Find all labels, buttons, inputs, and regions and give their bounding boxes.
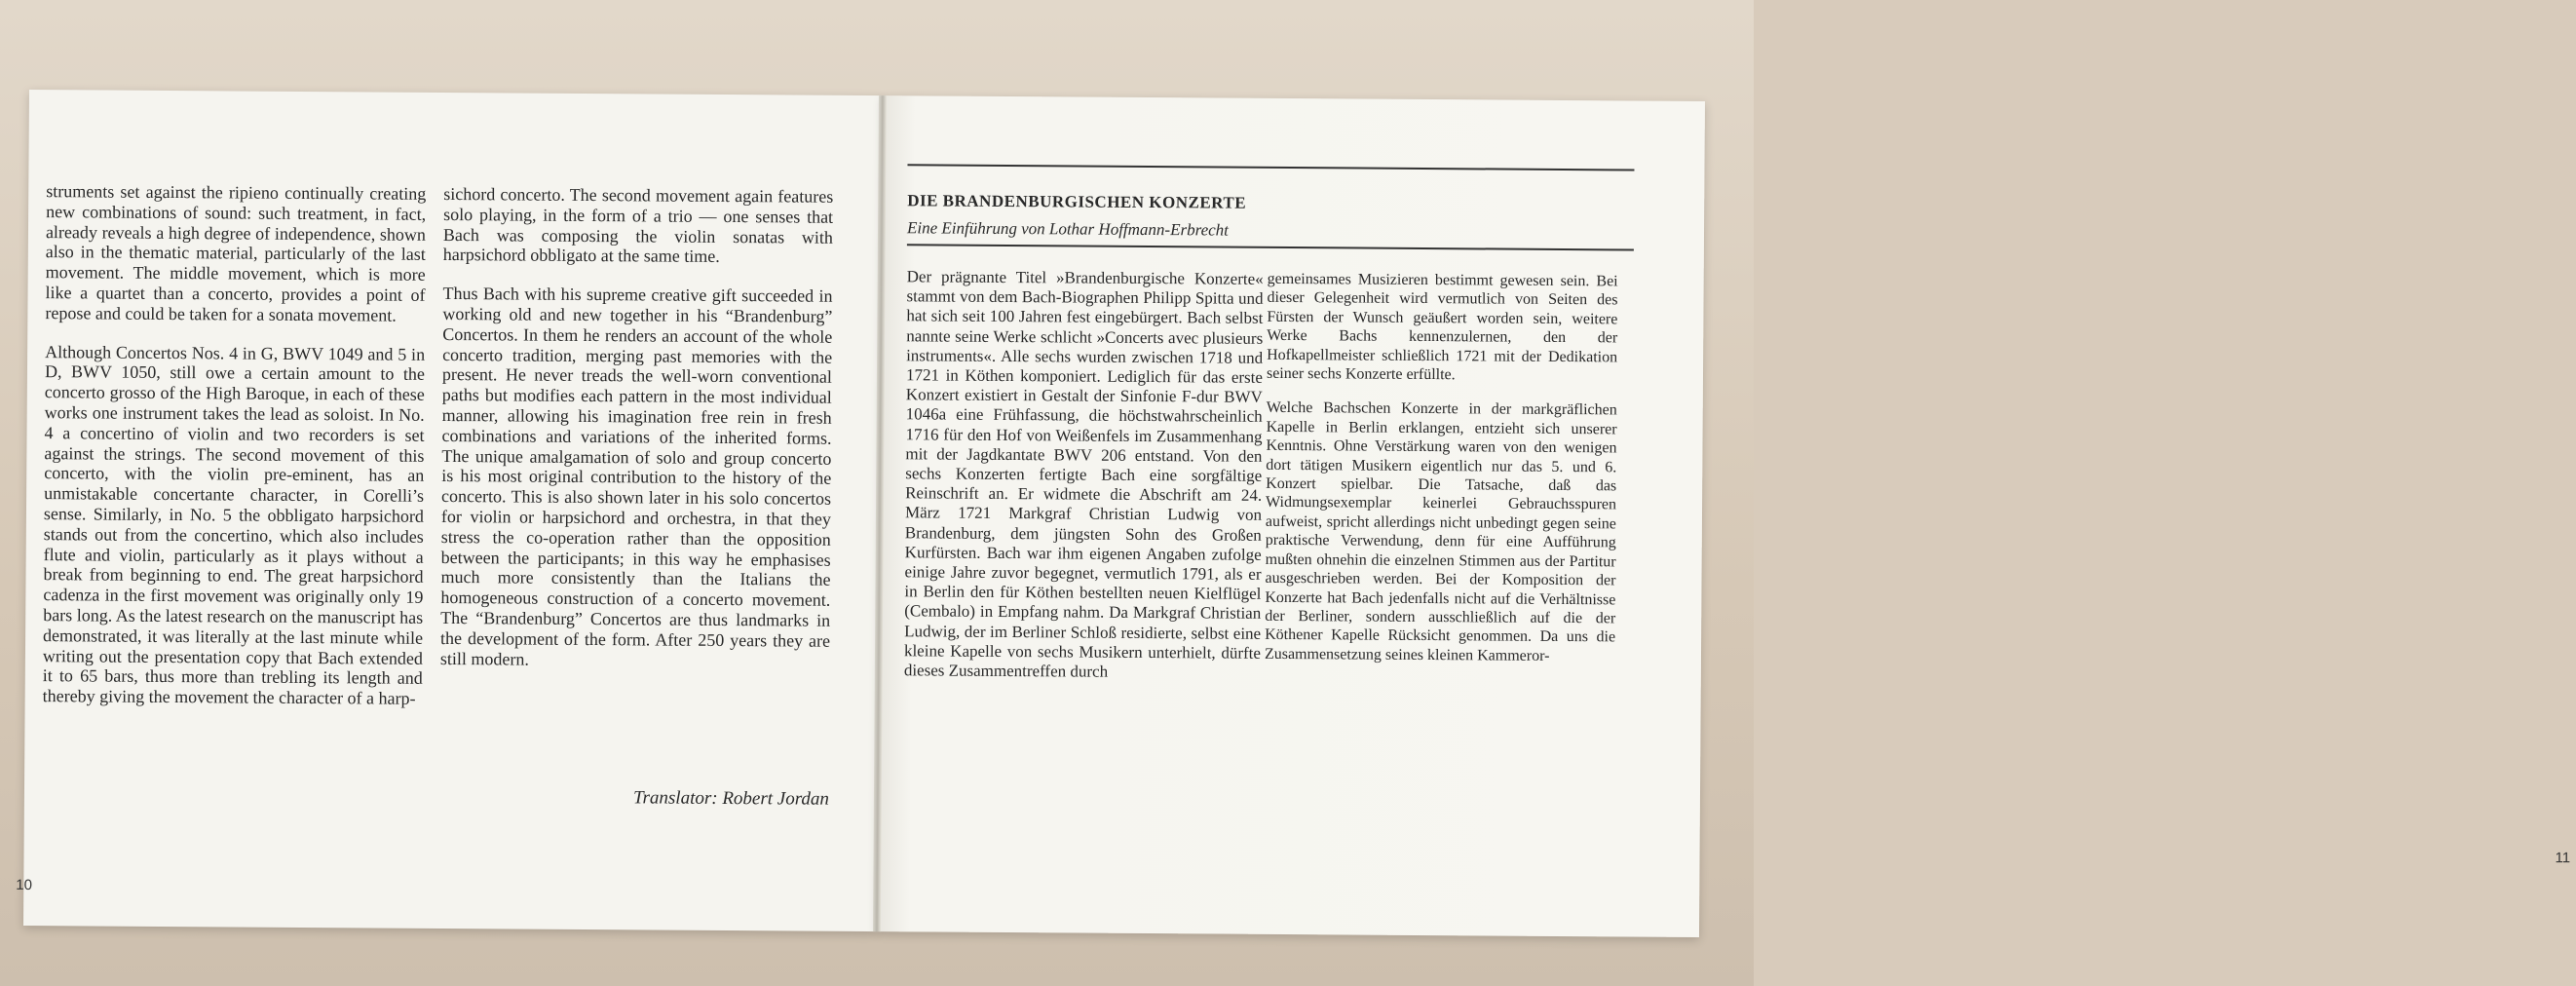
divider-rule — [907, 244, 1634, 250]
right-column-1 — [904, 267, 1264, 683]
paragraph: struments set against the ripieno continually creating new combinations of sound: such treatment, in fact, already reveals a high degree of independence, shown also in the thematic material, particularly of the last movement. The middle movement, which is more like a quartet than a concerto, provides a point of repose and could be taken for a sonata movement. — [45, 181, 427, 325]
section-subtitle: Eine Einführung von Lothar Hoffmann-Erbrecht — [906, 218, 1229, 240]
cd-booklet — [16, 90, 2571, 941]
divider-rule — [907, 164, 1634, 171]
paragraph: Der prägnante Titel »Brandenburgische Konzerte« stammt von dem Bach-Biographen Philipp Spitta und hat sich seit 100 Jahren fest eingebürgert. Bach selbst nannte seine Werke schlicht »Concerts avec plusieurs instruments«. Alle sechs wurden zwischen 1718 und 1721 in Köthen komponiert. Lediglich für das erste Konzert existiert in Gestalt der Sinfonie F-dur BWV 1046a eine Frühfassung, die höchstwahrscheinlich 1716 für den Hof von Weißenfels im Zusammenhang mit der Jagdkantate BWV 206 entstand. Von den sechs Konzerten fertigte Bach eine sorgfältige Reinschrift an. Er widmete die Abschrift am 24. März 1721 Markgraf Christian Ludwig von Brandenburg, dem jüngsten Sohn des Großen Kurfürsten. Bach war ihm eigenen Angaben zufolge einige Jahre zuvor begegnet, vermutlich 1791, als er in Berlin den für Köthen bestellten neuen Kielflügel (Cembalo) in Empfang nahm. Da Markgraf Christian Ludwig, der im Berliner Schloß residierte, selbst eine kleine Kapelle von sechs Musikern unterhielt, dürfte dieses Zusammentreffen durch — [903, 267, 1264, 681]
right-page — [877, 95, 2571, 937]
paragraph: sichord concerto. The second movement again features solo playing, in the form of a trio — one senses that Bach was composing the violin sonatas with harpsichord obbligato at the same time. — [442, 183, 834, 267]
paragraph: gemeinsames Musizieren bestimmt gewesen sein. Bei dieser Gelegenheit wird vermutlich von Seiten des Fürsten der Wunsch geäußert worden sein, weitere Werke Bachs kennenzulernen, den der Hofkapellmeister schließlich 1721 mit der Dedikation seiner sechs Konzerte erfüllte. — [1266, 270, 1618, 384]
page-number: 11 — [2555, 850, 2571, 867]
translator-credit: Translator: Robert Jordan — [632, 787, 830, 810]
paragraph: Welche Bachschen Konzerte in der markgräflichen Kapelle in Berlin erklangen, entzieht sich unserer Kenntnis. Ohne Verstärkung waren von den wenigen dort tätigen Musikern eigentlich nur das 5. und 6. Konzert spielbar. Die Tatsache, daß das Widmungsexemplar keinerlei Gebrauchsspuren aufweist, spricht allerdings nicht unbedingt gegen seine praktische Verwendung, denn für eine Aufführung mußten ohnehin die einzelnen Stimmen aus der Partitur ausgeschrieben werden. Bei der Komposition der Konzerte hat Bach jedenfalls nicht auf die Verhältnisse der Berliner, sondern ausschließlich auf die der Köthener Kapelle Rücksicht genommen. Da uns die Zusammensetzung seines kleinen Kammeror- — [1264, 399, 1617, 664]
page-number: 10 — [16, 876, 33, 894]
left-page — [16, 90, 883, 931]
paragraph: Although Concertos Nos. 4 in G, BWV 1049 and 5 in D, BWV 1050, still owe a certain amount to the concerto grosso of the High Baroque, in each of these works one instrument takes the lead as soloist. In No. 4 a concertino of violin and two recorders is set against the strings. The second movement of this concerto, with the violin pre-eminent, has an unmistakable concertante character, in Corelli’s sense. Similarly, in No. 5 the obbligato harpsichord stands out from the concertino, which also includes flute and violin, particularly as it plays without a break from beginning to end. The great harpsichord cadenza in the first movement was originally only 19 bars long. As the latest research on the manuscript has demonstrated, it was literally at the last minute while writing out the presentation copy that Bach extended it to 65 bars, thus more than trebling its length and thereby giving the movement the character of a harp- — [42, 341, 426, 708]
section-title: DIE BRANDENBURGISCHEN KONZERTE — [907, 191, 1247, 212]
paragraph: Thus Bach with his supreme creative gift succeeded in working old and new together in his “Brandenburg” Concertos. In them he renders an account of the whole concerto tradition, merging past memories with the present. He never treads the well-worn conventional paths but modifies each pattern in the most individual manner, allowing his imagination free rein in fresh combinations and variations of the inherited forms. The unique amalgamation of solo and group concerto is his most original contribution to the history of the concerto. This is also shown later in his solo concertos for violin or harpsichord and orchestra, in that they stress the co-operation rather than the opposition between the participants; in this way he emphasises much more consistently than the Italians the homogeneous construction of a concerto movement. The “Brandenburg” Concertos are thus landmarks in the development of the form. After 250 years they are still modern. — [439, 284, 833, 669]
left-column-1 — [43, 181, 427, 709]
left-column-2 — [440, 184, 833, 671]
right-column-2 — [1265, 270, 1618, 666]
